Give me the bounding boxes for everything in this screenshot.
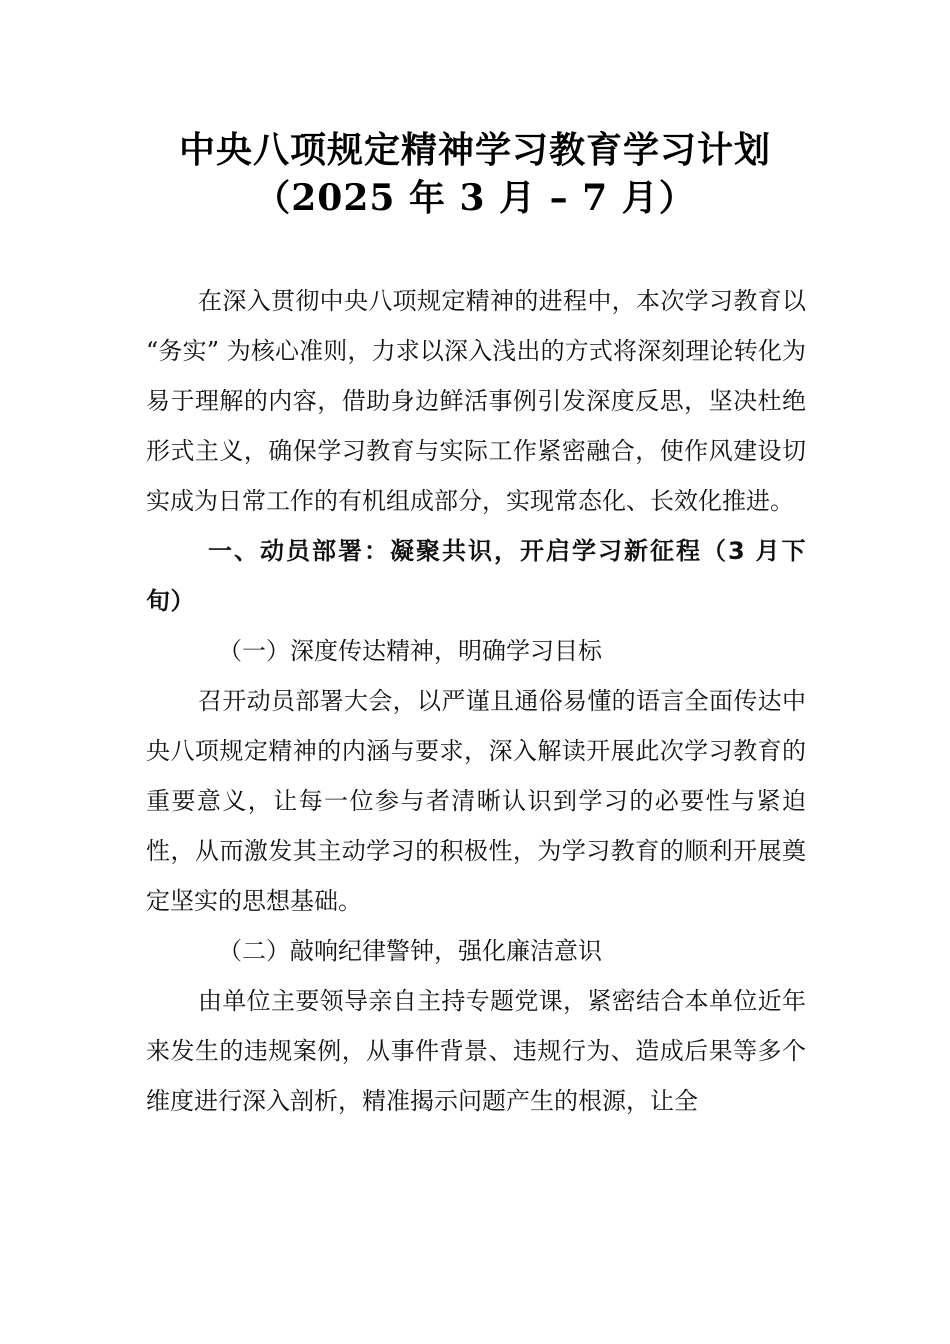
document-subtitle-date-range: （2025 年 3 月 – 7 月） — [254, 177, 696, 219]
section-1-heading: 一、动员部署：凝聚共识，开启学习新征程（3 月下旬） — [146, 537, 806, 615]
document-title: 中央八项规定精神学习教育学习计划 — [178, 129, 771, 171]
document-body — [146, 276, 806, 1126]
subsection-1-heading: （一）深度传达精神，明确学习目标 — [218, 637, 602, 665]
intro-paragraph: 在深入贯彻中央八项规定精神的进程中，本次学习教育以 “务实” 为核心准则，力求以深入浅出的方式将深刻理论转化为易于理解的内容，借助身边鲜活事例引发深度反思，坚决杜绝形式主义，确保学习教育与实际工作紧密融合，使作风建设切实成为日常工作的有机组成部分，实现常态化、长效化推进。 — [146, 287, 806, 515]
subsection-2-heading: （二）敲响纪律警钟，强化廉洁意识 — [218, 937, 602, 965]
subsection-1-paragraph: 召开动员部署大会，以严谨且通俗易懂的语言全面传达中央八项规定精神的内涵与要求，深入解读开展此次学习教育的重要意义，让每一位参与者清晰认识到学习的必要性与紧迫性，从而激发其主动学习的积极性，为学习教育的顺利开展奠定坚实的思想基础。 — [146, 687, 806, 915]
subsection-2-paragraph: 由单位主要领导亲自主持专题党课，紧密结合本单位近年来发生的违规案例，从事件背景、违规行为、造成后果等多个维度进行深入剖析，精准揭示问题产生的根源，让全 — [146, 987, 806, 1115]
